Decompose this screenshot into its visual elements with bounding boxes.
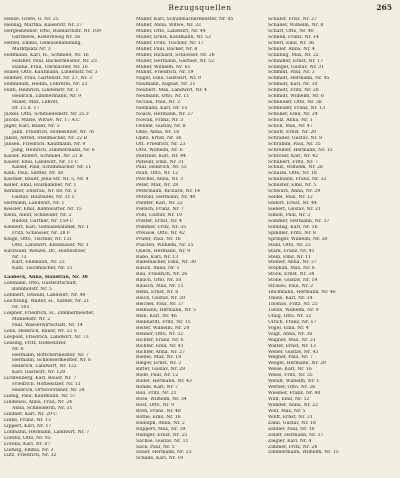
directory-entry: Thomas, Fritz, Nr. 25	[268, 302, 318, 307]
directory-entry: Lindenau, Anna, Frau, Nr. 24	[4, 400, 73, 405]
directory-entry: Dr. 15 d. 17	[12, 106, 40, 112]
directory-entry: Renner, Otto, Nr. 32	[136, 331, 184, 337]
column-3	[268, 17, 396, 456]
directory-entry: Weise, Karl, Nr. 16	[268, 367, 312, 373]
directory-entry: Stiller, Max, Lehrer,	[12, 100, 59, 106]
directory-entry: Liebig, Paul, Kaufmann, Nr. 57	[4, 394, 76, 400]
directory-entry: Huber, Otto, Kaufmann, Lindenstr. Nr. 3	[4, 70, 98, 76]
directory-entry: Richter, Franz, Nr. 6	[136, 337, 184, 343]
directory-entry: Bahnhofstr. Nr. 5	[12, 287, 52, 293]
directory-entry: Strauss, Paul, Nr. 2	[268, 284, 314, 290]
directory-entry: Richter, Anna, Nr. 27	[136, 349, 186, 355]
directory-entry: Oehme, Gustav, Nr. 8	[136, 123, 186, 129]
directory-entry: Friedrich, Hofbesitzer, Nr. 11	[12, 382, 81, 388]
directory-entry: Otto, Landwirt, Kleinbauer, Nr. 1	[12, 242, 89, 248]
directory-entry: Neubert, Max, Landwirt, Nr. 4	[136, 88, 207, 94]
directory-entry: Naumann, August, Nr. 21	[136, 82, 196, 88]
directory-entry: Seidel, Max, Nr. 12	[268, 195, 313, 201]
directory-entry: Lippert, Karl, Nr. 17	[4, 423, 52, 429]
directory-entry: Wild, Emil, Nr. 12	[268, 397, 310, 402]
directory-entry: Paetzold, Karl, Nr. 44	[136, 153, 186, 159]
directory-entry: Heinrich, Landwirt, Nr. 122	[12, 364, 77, 370]
directory-entry: Ritter, Gustav, Nr. 29	[136, 367, 185, 373]
directory-entry: Schramm, Paul, Nr. 35	[268, 141, 321, 147]
directory-entry: Nagel, Emil, Gastwirt, Nr. 9	[136, 76, 201, 82]
directory-entry: Voigt, Anna, Nr. 38	[268, 331, 313, 337]
directory-entry: Ulrich, Franz, Nr. 17	[268, 319, 317, 325]
directory-entry: Kluge, Otto, Tischler, Nr. 151	[4, 236, 73, 242]
directory-entry: Ludwig, Emma, Nr. 3	[4, 447, 54, 453]
directory-entry: Schiller, Anna, Nr. 4	[268, 46, 315, 52]
directory-entry: Scholz, Anna, Nr. 1	[268, 117, 313, 123]
directory-entry: Niemann, Karl, Nr. 15	[136, 106, 188, 112]
directory-entry: Müller, Paul, Bäcker, Nr. 8	[136, 46, 198, 52]
directory-entry: Lorenz, Otto, Nr. 95	[4, 435, 51, 441]
directory-entry: Müller, Anna, Witwe, Nr. 33	[136, 22, 201, 28]
directory-entry: Sonntag, Karl, Nr. 16	[268, 224, 318, 230]
directory-entry: Rademacher, Emil, Nr. 30	[136, 260, 196, 266]
directory-entry: Weigel, Hermann, Nr. 29	[268, 361, 326, 367]
directory-entry: Hoffmann, Karl, H., Schmied, Nr. 16	[4, 52, 89, 58]
directory-entry: Rein, Karl, Nr. 46	[136, 313, 177, 319]
directory-entry: Thiele, Karl, Nr. 14	[268, 296, 313, 302]
directory-entry: Schade, Karl, Nr. 19	[136, 456, 184, 462]
directory-entry: Kuhl, Tischmacher, Nr. 11	[12, 266, 73, 272]
directory-entry: Roth, Franz, Nr. 48	[136, 408, 181, 414]
directory-entry: Ruppert, Max, Nr. 39	[136, 426, 186, 432]
directory-entry: Kalb, Paul, Sattler, Nr. 56	[4, 171, 64, 177]
directory-entry: Schumann, Franz, Nr. 33	[268, 177, 327, 183]
directory-entry: Linke, Franz, Nr. 13	[4, 417, 51, 423]
directory-entry: Lorenz, Karl, Nr. 87	[4, 441, 51, 447]
directory-entry: Jäckel, Otto, Schmiedemstr. Nr. 25 F	[4, 112, 90, 117]
directory-entry: Hermann, Böttchermeister, Nr. 7	[12, 352, 89, 358]
directory-entry: Rudolph, Anna, Nr. 2	[136, 420, 185, 426]
directory-entry: Schulze, Otto, Nr. 18	[268, 171, 317, 177]
directory-entry: Lehmann, Otto, Gastwirtschaft,	[4, 281, 78, 287]
directory-entry: Laabeck, Anna, Hausfrau, Nr. 38	[4, 275, 88, 281]
directory-entry: Rauch, Otto, Nr. 50	[136, 278, 182, 284]
directory-entry: Rothe, Emil, Nr. 16	[136, 414, 181, 420]
directory-entry: Müller, Karl, Schuhmachermeister, Nr. 45	[136, 17, 234, 22]
directory-entry: Anna, Schneiderin, Nr. 31	[12, 405, 73, 411]
directory-entry: Wendt, Wilhelm, Nr. 1	[268, 379, 320, 385]
directory-entry: Schröter, Karl, Nr. 42	[268, 153, 319, 159]
directory-entry: Walter, Ernst, Nr. 13	[268, 343, 316, 349]
directory-entry: Schulz, Wilhelm, Nr. 26	[268, 165, 323, 171]
directory-entry: Lessing, Fritz, Hofbesitzer,	[4, 340, 67, 346]
directory-entry: Stock, Ernst, Nr. 34	[268, 272, 315, 278]
directory-entry: Noack, Hermann, Nr. 27	[136, 112, 194, 117]
directory-entry: Riedel, Max, Nr. 18	[136, 355, 182, 361]
directory-entry: Schlegel, Gustav, Nr. 31	[268, 64, 324, 70]
directory-entry: Rieger, Ernst, Nr. 3	[136, 361, 182, 367]
directory-entry: Schott, Ernst, Nr. 20	[268, 129, 317, 135]
directory-entry: Schmidt, Fritz, Nr. 28	[268, 88, 319, 94]
directory-entry: Tietze, Wilhelm, Nr. 9	[268, 307, 319, 313]
directory-entry: Hübner, Frau, Gartenstr. Nr. 27, Nr. 3	[4, 76, 93, 82]
directory-entry: Hanna, Frau, Uhrmacher, Nr. 16	[12, 64, 88, 70]
directory-entry: Schön, Max, Nr. 47	[268, 123, 313, 129]
directory-entry: Nr. 105	[12, 305, 30, 310]
directory-entry: Pfeiffer, Karl, Nr. 22	[136, 201, 183, 207]
directory-entry: Reich, Gustav, Nr. 20	[136, 296, 186, 302]
directory-entry: Marktplatz Nr. 3	[12, 46, 51, 52]
directory-entry: Schubert, Fritz, Nr. 7	[268, 159, 318, 165]
directory-entry: Lenz, Heinrich, Bauer, Nr. 22 S	[4, 328, 77, 334]
directory-entry: Schilling, Max, Nr. 22	[268, 52, 319, 58]
directory-entry: Sommer, Hermann, Nr. 37	[268, 218, 330, 224]
directory-entry: Stolle, Gustav, Nr. 19	[268, 278, 318, 284]
directory-entry: Kurt, Ehemann, Nr. 23	[12, 260, 65, 266]
directory-entry: Reimann, Hermann, Nr. 5	[136, 307, 196, 313]
directory-entry: Mundt, Friedrich, Nr. 19	[136, 70, 194, 76]
directory-entry: Lutz, Friedrich, Nr. 32	[4, 453, 57, 459]
directory-entry: Pommer, Fritz, Nr. 35	[136, 224, 187, 230]
directory-entry: Schneider, Franz, Nr. 13	[268, 106, 325, 112]
directory-entry: Lindner, Karl, Nr. 29 C	[4, 411, 57, 417]
directory-entry: Rohde, Karl, Nr. 7	[136, 385, 179, 391]
directory-entry: Rabe, Karl, Nr. 13	[136, 254, 179, 260]
directory-entry: Ott, Friedrich, Nr. 23	[136, 141, 186, 147]
directory-entry: Ziegler, Karl, Nr. 4	[268, 438, 312, 444]
directory-entry: Polster, Ernst, Nr. 4	[136, 218, 182, 224]
directory-entry: Klein, Adolf, Schneider, Nr. 2	[4, 212, 72, 218]
directory-entry: Rasch, Anna, Nr. 1	[136, 266, 180, 272]
directory-entry: Kästner, Bauer, Jena-Str. Nr. 5, Nr. 4	[4, 177, 89, 183]
page-title: Bezugsquellen	[168, 3, 232, 12]
directory-entry: Schmidt, Hermann, Nr. 45	[268, 76, 330, 82]
directory-entry: Schreiber, Hermann, Nr. 15	[268, 147, 333, 153]
directory-entry: Peter, Max, Nr. 28	[136, 183, 179, 189]
directory-entry: Kaiser, Emil, Landwirt, Nr. 11 C	[4, 159, 79, 165]
directory-entry: Schindler, Ernst, Nr. 17	[268, 58, 323, 64]
directory-entry: Kemmer, Ehefrau, Nr. 68, Nr. 5	[4, 189, 77, 195]
directory-entry: Paul, Wasserwirtschaft, Nr. 14	[12, 322, 83, 328]
directory-entry: Müller, Richard, Schlosser, Nr. 26	[136, 52, 215, 58]
directory-entry: Hermann, Schlossermeister, Nr. 6	[12, 358, 92, 364]
directory-entry: Schmidt, Paul, Nr. 3	[268, 70, 315, 76]
directory-entry: Rehn, Ernst, Nr. 8	[136, 290, 179, 296]
directory-entry: Müller, Hermann, Gärtner, Nr. 52	[136, 58, 214, 64]
directory-entry: Röder, Hermann, Nr. 43	[136, 379, 192, 385]
directory-entry: Müller, Fritz, Tischler, Nr. 17	[136, 40, 204, 46]
directory-entry: Spindler, Fritz, Nr. 8	[268, 230, 316, 236]
directory-entry: Rausch, Max, Nr. 11	[136, 284, 184, 290]
directory-entry: Heinrich, Ortsvorsteher, Nr. 28	[12, 388, 85, 394]
directory-entry: Wolf, Max, Nr. 5	[268, 408, 306, 414]
directory-entry: Kleinert, Karl, Gemüsehändler, Nr. 1	[4, 224, 90, 230]
directory-entry: Zahn, Gustav, Nr. 18	[268, 420, 316, 426]
directory-entry: Lohmann, Hermann, Landwirt, Nr. 7	[4, 429, 90, 435]
directory-entry: Jakob, Alfred, Stellmacher, Nr. 22 B	[4, 135, 88, 141]
directory-entry: Gärtnerei, Kiefernweg Nr. 56	[12, 34, 81, 40]
directory-entry: Fritz, Schlosser, Nr. 28 F	[12, 230, 71, 236]
directory-entry: Prüfer, Paul, Nr. 16	[136, 236, 181, 242]
directory-entry: Stein, Emil, Nr. 11	[268, 254, 312, 260]
column-2	[136, 17, 264, 462]
directory-entry: Reinhardt, Fritz, Nr. 15	[136, 319, 191, 325]
directory-entry: Schenk, Franz, Nr. 14	[268, 34, 319, 40]
directory-entry: Pauli, Otto, Nr. 12	[136, 171, 179, 177]
directory-entry: Zeller, Hermann, Nr. 37	[268, 432, 324, 438]
directory-entry: Petzold, Hermann, Nr. 40	[136, 195, 196, 201]
directory-entry: Schmidt, Wilhelm, Nr. 6	[268, 94, 324, 100]
directory-entry: Jansen, Friedrich, Kaufmann, Nr. 9	[4, 141, 86, 147]
directory-entry: Steiner, Anna, Nr. 27	[268, 260, 317, 266]
directory-entry: Reichel, Paul, Nr. 37	[136, 302, 184, 307]
directory-entry: Werner, Otto, Nr. 26	[268, 385, 316, 391]
directory-entry: Mühlenstr. Nr. 2	[12, 316, 51, 322]
directory-entry: Rudolf, Gärtner, Nr. 159 C	[12, 218, 74, 224]
directory-entry: Preusse, Otto, Nr. 42	[136, 230, 185, 236]
directory-entry: Uhlig, Otto, Nr. 32	[268, 313, 312, 319]
directory-entry: Peschel, Anna, Nr. 3	[136, 177, 184, 183]
directory-entry: Kessler, Emil, Bahnwärter, Nr. 15	[4, 207, 82, 212]
page-header	[0, 3, 400, 15]
directory-entry: Siebert, Gustav, Nr. 21	[268, 207, 321, 212]
directory-entry: Nicolai, Paul, Nr. 2	[136, 100, 180, 106]
directory-entry: Leopold, Friedrich, Landwirt, Nr. 73	[4, 334, 89, 340]
directory-entry: Rose, Wilhelm, Nr. 34	[136, 397, 187, 402]
directory-entry: Huhnblum, Hedda, Lehrerin, Nr. 23	[4, 82, 88, 88]
directory-entry: Kaiser, Robert, Schmied, Nr. 21 B	[4, 153, 83, 159]
directory-entry: Lichtenberg, Karl, Bauer, Nr. 7	[4, 376, 77, 382]
directory-entry: Jacobi, Marie, Witwe, Nr. 17 A.C	[4, 117, 80, 123]
directory-entry: Heinrich, Zimmermann, Nr. 9	[12, 94, 82, 100]
directory-entry: Sack, Paul, Nr. 5	[136, 444, 175, 450]
directory-entry: Zimmer, Fritz, Nr. 24	[268, 444, 318, 450]
directory-entry: Springer, Wilhelm, Nr. 30	[268, 236, 328, 242]
directory-entry: Leipner, Friedrich, H., Zimmermeister,	[4, 310, 95, 316]
directory-entry: Kaiser, Paul, Schuhmacher, Nr. 11	[12, 165, 92, 171]
directory-entry: Richter, Emil, Nr. 41	[136, 343, 184, 349]
directory-entry: Stephan, Max, Nr. 6	[268, 266, 315, 272]
directory-entry: Queck, Hermann, Nr. 9	[136, 248, 191, 254]
directory-entry: Seifert, Ernst, Nr. 44	[268, 201, 317, 207]
directory-entry: Jäger, Karl, Bauer, Nr. 5	[4, 123, 60, 129]
directory-entry: Pätzold, Emil, Nr. 31	[136, 159, 185, 165]
directory-entry: Hermann, Landwirt, Nr. 1	[4, 201, 65, 207]
directory-entry: Pohl, Gustav, Nr. 19	[136, 212, 183, 218]
directory-entry: Rode, Paul, Nr. 12	[136, 373, 179, 379]
directory-entry: Rost, Otto, Nr. 9	[136, 402, 175, 408]
directory-entry: Hense, Grete, G. Nr. 25	[4, 17, 59, 22]
directory-entry: Schaller, Wilhelm, Nr. 8	[268, 22, 324, 28]
directory-entry: Wiesner, Franz, Nr. 40	[268, 391, 321, 397]
directory-entry: Gustav, Holzfäller, Nr. 31 C	[12, 195, 76, 201]
directory-entry: Wagner, Max, Nr. 21	[268, 337, 316, 343]
directory-entry: Stark, Franz, Nr. 41	[268, 248, 315, 254]
directory-entry: Rau, Friedrich, Nr. 26	[136, 272, 188, 278]
directory-entry: Scherf, Emil, Nr. 36	[268, 40, 315, 46]
directory-entry: Schober, Emil, Nr. 24	[268, 112, 318, 117]
directory-entry: Rüdiger, Ernst, Nr. 25	[136, 432, 188, 438]
directory-entry: Müller, Ernst, Kaufmann, Nr. 53	[136, 34, 211, 40]
directory-entry: Otto, Wilhelm, Nr. 6	[136, 147, 183, 153]
directory-entry: Opitz, Ernst, Nr. 36	[136, 135, 182, 141]
directory-entry: Simon, Paul, Nr. 3	[268, 212, 311, 218]
directory-entry: Lehmert, Oswald, Landwirt, Nr. 49	[4, 293, 86, 299]
directory-entry: Wolff, Ernst, Nr. 31	[268, 414, 313, 420]
directory-entry: Sachse, Gustav, Nr. 11	[136, 438, 189, 444]
directory-entry: Hergesheimer, Otto, Bismarckstr. Nr. 109	[4, 28, 101, 34]
directory-entry: Müller, Otto, Landwirt, Nr. 44	[136, 28, 206, 34]
directory-entry: Hennig, Martha, Kaiserstr. Nr. 27	[4, 22, 83, 28]
directory-entry: Huth, Heinrich, Lindenstr. Nr. 1	[4, 88, 79, 94]
directory-entry: Kurzwald, Wenzel, Dr., Hofbesitzer,	[4, 248, 87, 254]
directory-entry: Zimmermann, Wilhelm, Nr. 15	[268, 450, 339, 456]
directory-entry: Jung, Heinrich, Zimmermann, Nr. 6	[12, 147, 95, 153]
directory-entry: Nr. 6	[12, 346, 24, 352]
directory-entry: Petermann, Richard, Nr. 14	[136, 189, 201, 195]
directory-entry: Weber, Gustav, Nr. 43	[268, 349, 319, 355]
directory-entry: Sauer, Hermann, Nr. 33	[136, 450, 192, 456]
directory-entry: Schrader, Gustav, Nr. 9	[268, 135, 322, 141]
directory-entry: Paul, Heinrich, Nr. 55	[136, 165, 187, 171]
directory-entry: Nr. 73	[12, 254, 27, 260]
directory-entry: Ohle, Anna, Nr. 18	[136, 129, 180, 135]
directory-entry: Müller, Wilhelm, Nr. 61	[136, 64, 191, 70]
directory-entry: Schwarz, Anna, Nr. 29	[268, 189, 321, 195]
directory-entry: Winkler, Anna, Nr. 22	[268, 402, 319, 408]
directory-entry: Neumann, Otto, Nr. 11	[136, 94, 190, 100]
directory-entry: Teichmann, Hermann, Nr. 46	[268, 290, 336, 296]
column-1	[4, 17, 132, 459]
directory-entry: Holzner, Paul, Bäckermeister, Nr. 23	[12, 58, 97, 64]
directory-entry: Leichtling, Walter, H., Sattler, Nr. 21	[4, 299, 90, 305]
directory-entry: Püschel, Wilhelm, Nr. 25	[136, 242, 194, 248]
directory-entry: Nowak, Franz, Nr. 3	[136, 117, 184, 123]
directory-entry: Schäfer, Fritz, Nr. 27	[268, 17, 317, 22]
directory-entry: Wegner, Paul, Nr. 7	[268, 355, 313, 361]
directory-entry: Schmidt, Karl, Nr. 10	[268, 82, 318, 88]
directory-entry: Scharf, Otto, Nr. 40	[268, 28, 314, 34]
directory-entry: Hetzel, Emma, Gemüsehandlung,	[4, 40, 82, 46]
directory-entry: Jahn, Friedrich, Hofbesitzer, Nr. 76	[12, 129, 95, 135]
directory-entry: Pietsch, Franz, Nr. 7	[136, 207, 184, 212]
directory-entry: Weiss, Fritz, Nr. 35	[268, 373, 313, 379]
directory-entry: Schneider, Otto, Nr. 38	[268, 100, 322, 106]
directory-entry: Karl, Gastwirt, Nr. 128	[12, 370, 66, 376]
page-number: 265	[376, 3, 392, 12]
directory-entry: Stahl, Otto, Nr. 23	[268, 242, 311, 248]
directory-entry: Keller, Emil, Holzhändler, Nr. 1	[4, 183, 77, 189]
directory-entry: Roll, Fritz, Nr. 21	[136, 391, 177, 397]
directory-entry: Vogel, Emil, Nr. 4	[268, 325, 309, 331]
directory-entry: Zeidler, Paul, Nr. 10	[268, 426, 315, 432]
directory-entry: Schuster, Emil, Nr. 5	[268, 183, 317, 189]
directory-entry: Reiter, Wilhelm, Nr. 24	[136, 325, 190, 331]
